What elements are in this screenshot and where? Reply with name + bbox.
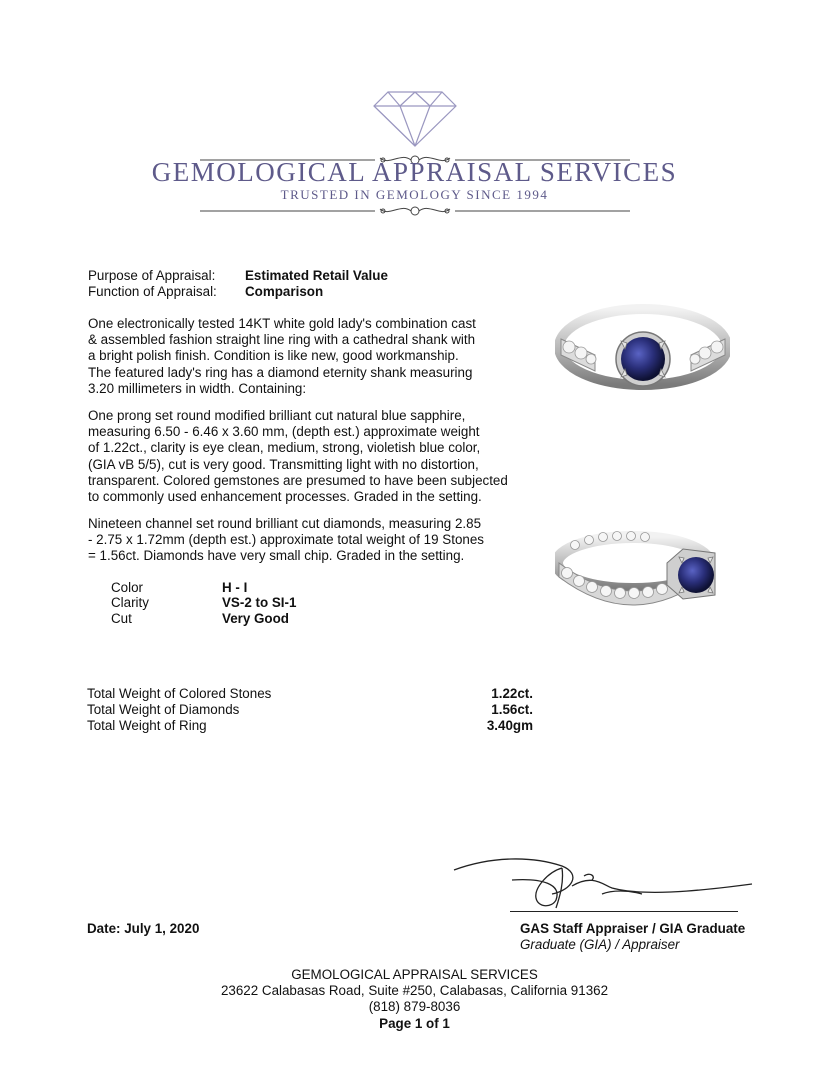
ring-description-line: 3.20 millimeters in width. Containing: [88,380,307,396]
total-label-ring: Total Weight of Ring [87,718,207,733]
appraiser-subtitle: Graduate (GIA) / Appraiser [520,937,680,952]
brand-title: GEMOLOGICAL APPRAISAL SERVICES [151,157,678,187]
purpose-label: Purpose of Appraisal: [88,268,216,283]
ring-photo-side [555,523,730,623]
total-label-colored-stones: Total Weight of Colored Stones [87,686,272,701]
total-value-ring: 3.40gm [486,718,533,733]
footer-phone: (818) 879-8036 [368,999,461,1014]
sapphire-description-line: transparent. Colored gemstones are presumed to have been subjected [88,472,508,488]
grade-value-clarity: VS-2 to SI-1 [222,595,297,610]
brand-tagline: TRUSTED IN GEMOLOGY SINCE 1994 [280,187,549,202]
grade-label-cut: Cut [111,611,132,626]
total-value-diamonds: 1.56ct. [491,702,533,717]
footer-company: GEMOLOGICAL APPRAISAL SERVICES [291,967,538,982]
grade-label-color: Color [111,580,143,595]
grade-value-cut: Very Good [222,611,289,626]
sapphire-description-line: to commonly used enhancement processes. Graded in the setting. [88,489,482,505]
ring-description-line: The featured lady's ring has a diamond eternity shank measuring [88,364,473,380]
diamond-description-line: - 2.75 x 1.72mm (depth est.) approximate total weight of 19 Stones [88,532,484,548]
diamond-description [88,516,528,565]
page-number: Page 1 of 1 [379,1016,450,1031]
diamond-icon [370,88,460,150]
sapphire-description [88,408,528,505]
ring-description-line: One electronically tested 14KT white gold lady's combination cast [88,316,476,331]
signature-scribble [452,850,762,912]
function-value: Comparison [245,284,324,299]
appraisal-date: Date: July 1, 2020 [87,921,200,936]
sapphire-description-line: (GIA vB 5/5), cut is very good. Transmitting light with no distortion, [88,456,479,472]
total-label-diamonds: Total Weight of Diamonds [87,702,240,717]
sapphire-description-line: measuring 6.50 - 6.46 x 3.60 mm, (depth est.) approximate weight [88,424,480,440]
sapphire-description-line: of 1.22ct., clarity is eye clean, medium, strong, violetish blue color, [88,440,481,456]
grade-label-clarity: Clarity [111,595,149,610]
signature-line [510,911,738,912]
total-value-colored-stones: 1.22ct. [491,686,533,701]
diamond-description-line: Nineteen channel set round brilliant cut diamonds, measuring 2.85 [88,516,482,531]
ring-description-line: a bright polish finish. Condition is like new, good workmanship. [88,348,459,364]
ornament-rule-bottom [200,203,630,219]
grade-value-color: H - I [222,580,248,595]
ring-description [88,316,528,397]
purpose-value: Estimated Retail Value [245,268,388,283]
footer-address: 23622 Calabasas Road, Suite #250, Calabasas, California 91362 [220,983,609,998]
function-label: Function of Appraisal: [88,284,217,299]
sapphire-description-line: One prong set round modified brilliant cut natural blue sapphire, [88,408,466,423]
diamond-description-line: = 1.56ct. Diamonds have very small chip. Graded in the setting. [88,548,465,564]
appraiser-title: GAS Staff Appraiser / GIA Graduate [520,921,746,936]
ring-description-line: & assembled fashion straight line ring with a cathedral shank with [88,332,476,348]
ring-photo-top [555,303,730,403]
